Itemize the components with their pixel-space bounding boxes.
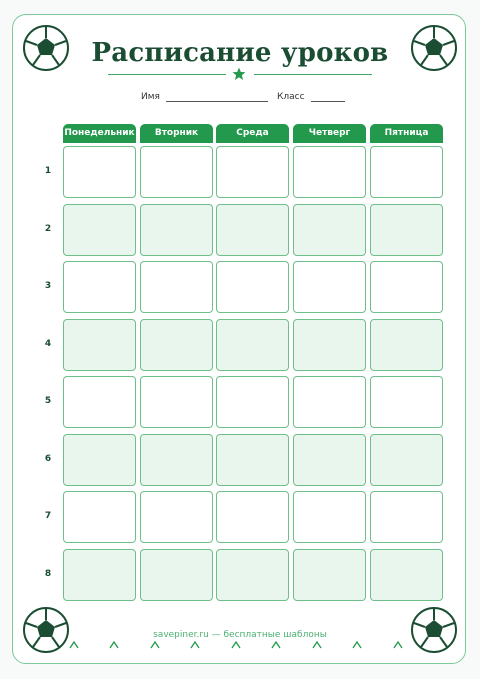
schedule-cell[interactable] bbox=[140, 146, 213, 198]
schedule-cell[interactable] bbox=[216, 261, 289, 313]
schedule-cell[interactable] bbox=[216, 434, 289, 486]
day-header: Четверг bbox=[293, 124, 366, 143]
class-field[interactable] bbox=[277, 92, 345, 102]
title-divider bbox=[108, 74, 226, 75]
schedule-cell[interactable] bbox=[140, 319, 213, 371]
schedule-cell[interactable] bbox=[216, 549, 289, 601]
day-header: Вторник bbox=[140, 124, 213, 143]
schedule-cell[interactable] bbox=[63, 491, 136, 543]
chevron-up-icon bbox=[393, 641, 403, 649]
schedule-cell[interactable] bbox=[140, 261, 213, 313]
schedule-cell[interactable] bbox=[293, 204, 366, 256]
schedule-cell[interactable] bbox=[293, 491, 366, 543]
schedule-cell[interactable] bbox=[293, 376, 366, 428]
day-header: Понедельник bbox=[63, 124, 136, 143]
schedule-cell[interactable] bbox=[370, 146, 443, 198]
schedule-cell[interactable] bbox=[63, 376, 136, 428]
schedule-cell[interactable] bbox=[370, 434, 443, 486]
chevron-up-icon bbox=[352, 641, 362, 649]
name-field[interactable] bbox=[141, 92, 268, 102]
schedule-cell[interactable] bbox=[140, 434, 213, 486]
schedule-cell[interactable] bbox=[63, 261, 136, 313]
lesson-number: 5 bbox=[44, 396, 52, 406]
schedule-cell[interactable] bbox=[140, 549, 213, 601]
chevron-up-icon bbox=[69, 641, 79, 649]
schedule-cell[interactable] bbox=[140, 491, 213, 543]
class-line bbox=[311, 92, 345, 102]
lesson-number: 3 bbox=[44, 281, 52, 291]
schedule-cell[interactable] bbox=[293, 319, 366, 371]
chevron-up-icon bbox=[150, 641, 160, 649]
schedule-cell[interactable] bbox=[63, 434, 136, 486]
schedule-cell[interactable] bbox=[216, 146, 289, 198]
chevron-up-icon bbox=[312, 641, 322, 649]
lesson-number: 2 bbox=[44, 223, 52, 234]
schedule-cell[interactable] bbox=[63, 146, 136, 198]
schedule-cell[interactable] bbox=[216, 204, 289, 256]
schedule-cell[interactable] bbox=[216, 376, 289, 428]
schedule-cell[interactable] bbox=[370, 261, 443, 313]
lesson-number: 7 bbox=[44, 511, 52, 521]
schedule-cell[interactable] bbox=[370, 319, 443, 371]
chevron-up-icon bbox=[271, 641, 281, 649]
star-icon bbox=[232, 67, 246, 81]
lesson-number: 4 bbox=[44, 338, 52, 349]
name-line bbox=[166, 92, 268, 102]
schedule-cell[interactable] bbox=[293, 261, 366, 313]
footer-text: savepiner.ru — бесплатные шаблоны bbox=[153, 630, 327, 640]
schedule-cell[interactable] bbox=[370, 491, 443, 543]
chevron-up-icon bbox=[190, 641, 200, 649]
day-header: Пятница bbox=[370, 124, 443, 143]
day-header: Среда bbox=[216, 124, 289, 143]
schedule-cell[interactable] bbox=[370, 376, 443, 428]
schedule-cell[interactable] bbox=[63, 549, 136, 601]
schedule-cell[interactable] bbox=[63, 319, 136, 371]
schedule-cell[interactable] bbox=[140, 376, 213, 428]
lesson-number: 8 bbox=[44, 568, 52, 579]
title-divider bbox=[254, 74, 372, 75]
class-label: Класс bbox=[277, 92, 305, 102]
name-label: Имя bbox=[141, 92, 160, 102]
schedule-cell[interactable] bbox=[293, 549, 366, 601]
lesson-number: 1 bbox=[44, 166, 52, 176]
schedule-cell[interactable] bbox=[293, 146, 366, 198]
schedule-cell[interactable] bbox=[216, 319, 289, 371]
schedule-cell[interactable] bbox=[370, 204, 443, 256]
chevron-up-icon bbox=[231, 641, 241, 649]
schedule-cell[interactable] bbox=[140, 204, 213, 256]
schedule-cell[interactable] bbox=[293, 434, 366, 486]
schedule-cell[interactable] bbox=[370, 549, 443, 601]
schedule-cell[interactable] bbox=[63, 204, 136, 256]
chevron-up-icon bbox=[109, 641, 119, 649]
lesson-number: 6 bbox=[44, 453, 52, 464]
page-title: Расписание уроков bbox=[91, 38, 389, 68]
schedule-cell[interactable] bbox=[216, 491, 289, 543]
